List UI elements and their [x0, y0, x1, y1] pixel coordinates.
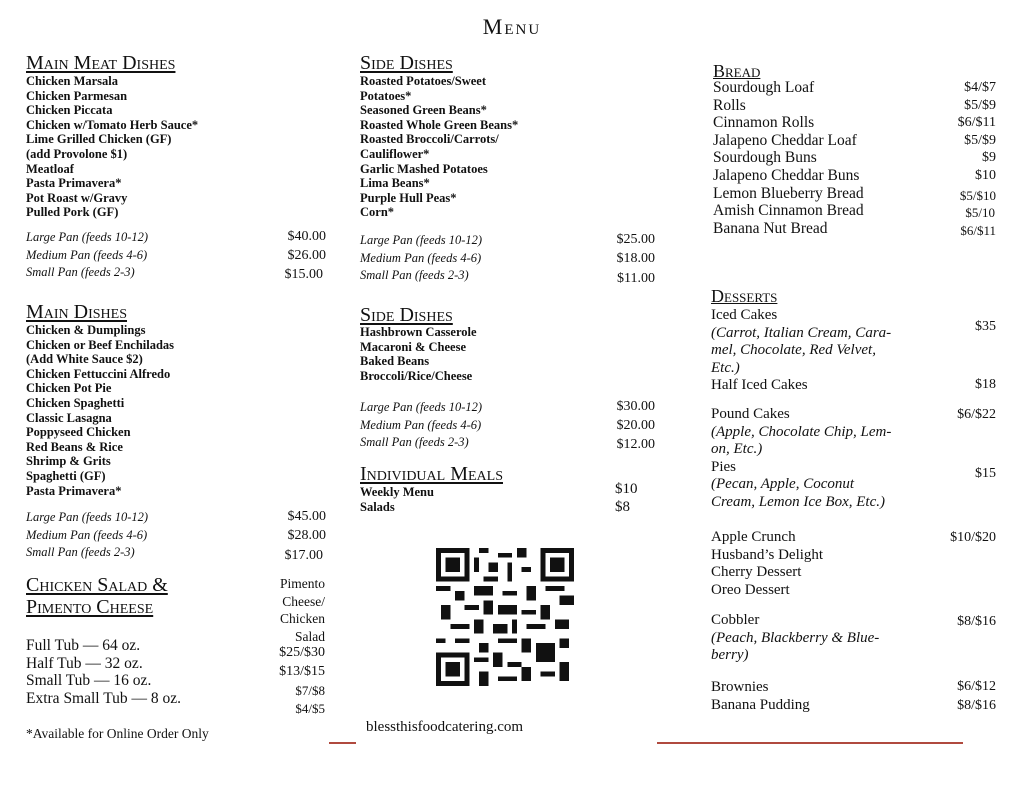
main-dishes-header: Main Dishes [26, 301, 128, 323]
list-item: Extra Small Tub — 8 oz. [26, 689, 182, 707]
dessert-cobbler: Cobbler (Peach, Blackberry & Blue- berry) [711, 612, 880, 663]
pan-label: Large Pan (feeds 10-12) [360, 233, 483, 247]
bread-header: Bread [713, 61, 761, 81]
list-item: Amish Cinnamon Bread $5/10 [713, 202, 995, 221]
list-item: Roasted Potatoes/Sweet [360, 74, 487, 88]
dessert-price: $8/$16 [957, 698, 996, 713]
pan-price: $45.00 [287, 509, 326, 524]
list-item: (add Provolone $1) [26, 146, 128, 161]
pan-price: $26.00 [287, 248, 326, 263]
list-item: Small Tub — 16 oz. [26, 672, 152, 689]
tub-price: $13/$15 [279, 664, 325, 679]
list-item: Roasted Broccoli/Carrots/ [360, 132, 499, 147]
side-dishes-list [360, 74, 518, 220]
list-item: Chicken Marsala [26, 74, 119, 88]
dessert-price: $15 [975, 466, 996, 481]
list-item: Jalapeno Cheddar Loaf $5/$9 [713, 131, 996, 149]
main-dishes-list [26, 323, 174, 498]
list-item: Baked Beans [360, 354, 430, 369]
dessert-brownies: Brownies Banana Pudding [711, 679, 810, 713]
dessert-price: $10/$20 [950, 530, 996, 545]
list-item: Sourdough Loaf $4/$7 [713, 79, 996, 96]
list-item: Poppyseed Chicken [26, 425, 131, 440]
list-item: Half Tub — 32 oz. [26, 654, 143, 672]
meal-price: $8 [615, 499, 630, 515]
tub-price: $25/$30 [279, 645, 325, 660]
list-item: Chicken Pot Pie [26, 381, 112, 396]
pan-price: $30.00 [616, 399, 655, 414]
list-item: Rolls $5/$9 [713, 96, 996, 114]
list-item: Salads [360, 499, 395, 514]
pan-label: Small Pan (feeds 2-3) [360, 435, 469, 449]
list-item: Potatoes* [360, 88, 412, 103]
list-item: Corn* [360, 205, 395, 220]
side-dishes-2-list [360, 325, 477, 383]
list-item: Jalapeno Cheddar Buns $10 [713, 166, 996, 184]
dessert-price: $6/$12 [957, 679, 996, 694]
list-item: Seasoned Green Beans* [360, 103, 487, 118]
pan-label: Medium Pan (feeds 4-6) [360, 417, 482, 432]
accent-line [657, 742, 963, 744]
list-item: Pot Roast w/Gravy [26, 190, 128, 205]
list-item: Lima Beans* [360, 176, 430, 191]
pan-price: $18.00 [616, 251, 655, 266]
main-meat-pans [26, 229, 148, 282]
list-item: Pasta Primavera* [26, 176, 122, 191]
chicken-salad-header: Chicken Salad & Pimento Cheese [26, 574, 168, 618]
tub-price: $7/$8 [295, 683, 325, 698]
pan-price: $25.00 [616, 232, 655, 247]
pan-label: Large Pan (feeds 10-12) [26, 230, 149, 244]
website-link[interactable]: blessthisfoodcatering.com [366, 719, 524, 735]
list-item: Pulled Pork (GF) [26, 205, 119, 220]
bread-list [713, 79, 996, 237]
list-item: Chicken or Beef Enchiladas [26, 337, 175, 352]
list-item: Chicken Parmesan [26, 88, 128, 103]
list-item: Macaroni & Cheese [360, 339, 466, 354]
qr-code[interactable] [436, 548, 574, 686]
pan-price: $15.00 [284, 267, 323, 282]
list-item: Weekly Menu [360, 485, 434, 499]
side-dishes-pans [360, 232, 482, 285]
dessert-price: $18 [975, 377, 996, 392]
list-item: Sourdough Buns $9 [713, 149, 996, 167]
menu-title: Menu [482, 14, 542, 39]
list-item: Roasted Whole Green Beans* [360, 117, 519, 132]
chicken-salad-note: Pimento Cheese/ Chicken Salad [279, 576, 325, 644]
list-item: Spaghetti (GF) [26, 468, 106, 483]
list-item: Shrimp & Grits [26, 454, 111, 469]
meal-price: $10 [615, 481, 638, 497]
dessert-price: $6/$22 [957, 407, 996, 422]
list-item: Lemon Blueberry Bread $5/$10 [713, 184, 996, 203]
pan-price: $11.00 [617, 271, 655, 286]
dessert-price: $35 [975, 319, 996, 334]
list-item: Chicken Fettuccini Alfredo [26, 366, 171, 381]
dessert-price: $8/$16 [957, 614, 996, 629]
list-item: Chicken & Dumplings [26, 323, 146, 337]
list-item: Banana Nut Bread $6/$11 [713, 219, 996, 238]
list-item: Meatloaf [26, 161, 74, 176]
side-dishes-2-header: Side Dishes [360, 304, 453, 326]
pan-label: Medium Pan (feeds 4-6) [360, 250, 482, 265]
list-item: Broccoli/Rice/Cheese [360, 368, 473, 383]
list-item: Chicken Piccata [26, 103, 113, 118]
main-dishes-pans [26, 509, 148, 562]
list-item: Red Beans & Rice [26, 439, 123, 454]
pan-label: Large Pan (feeds 10-12) [360, 400, 483, 414]
main-meat-header: Main Meat Dishes [26, 52, 176, 74]
list-item: (Add White Sauce $2) [26, 352, 143, 367]
dessert-group: Apple Crunch Husband’s Delight Cherry Dessert Oreo Dessert [711, 529, 824, 598]
list-item: Hashbrown Casserole [360, 325, 477, 339]
list-item: Lime Grilled Chicken (GF) [26, 132, 172, 147]
pan-label: Small Pan (feeds 2-3) [360, 268, 469, 282]
side-dishes-2-pans [360, 399, 482, 452]
dessert-pound-cakes: Pound Cakes (Apple, Chocolate Chip, Lem- on, Etc.) Pies (Pecan, Apple, Coconut Cream, Lemon Ice Box, Etc.) [711, 406, 892, 510]
tub-list [26, 637, 181, 707]
pan-label: Medium Pan (feeds 4-6) [26, 527, 148, 542]
tub-price: $4/$5 [295, 701, 325, 716]
list-item: Chicken w/Tomato Herb Sauce* [26, 117, 199, 132]
list-item: Cauliflower* [360, 146, 430, 161]
pan-price: $12.00 [616, 437, 655, 452]
list-item: Full Tub — 64 oz. [26, 637, 141, 654]
side-dishes-header: Side Dishes [360, 52, 453, 74]
list-item: Garlic Mashed Potatoes [360, 161, 488, 176]
desserts-header: Desserts [711, 286, 778, 306]
footnote: *Available for Online Order Only [26, 726, 209, 741]
pan-price: $20.00 [616, 418, 655, 433]
pan-label: Medium Pan (feeds 4-6) [26, 247, 148, 262]
pan-price: $17.00 [284, 548, 323, 563]
list-item: Pasta Primavera* [26, 483, 122, 498]
pan-price: $28.00 [287, 528, 326, 543]
pan-label: Large Pan (feeds 10-12) [26, 510, 149, 524]
list-item: Purple Hull Peas* [360, 190, 457, 205]
list-item: Classic Lasagna [26, 410, 112, 425]
individual-meals-list [360, 485, 434, 514]
pan-label: Small Pan (feeds 2-3) [26, 265, 135, 279]
list-item: Cinnamon Rolls $6/$11 [713, 114, 996, 132]
pan-price: $40.00 [287, 229, 326, 244]
individual-meals-header: Individual Meals [360, 463, 503, 485]
dessert-iced-cakes: Iced Cakes (Carrot, Italian Cream, Cara- mel, Chocolate, Red Velvet, Etc.) Half Iced Cakes [711, 307, 892, 393]
accent-line [329, 742, 356, 744]
list-item: Chicken Spaghetti [26, 395, 125, 410]
pan-label: Small Pan (feeds 2-3) [26, 545, 135, 559]
main-meat-list [26, 74, 198, 220]
